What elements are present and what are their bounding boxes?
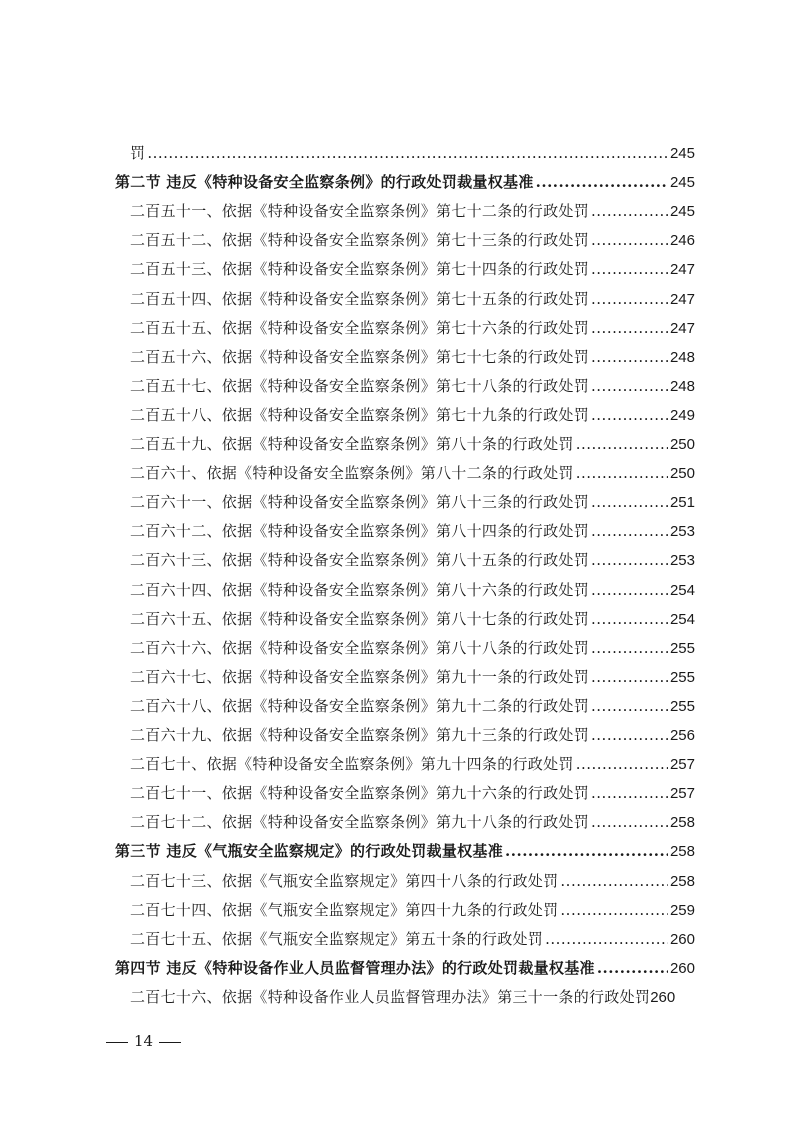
toc-leader-dots [591, 405, 668, 425]
toc-leader-dots [591, 580, 668, 600]
toc-entry[interactable] [130, 376, 695, 396]
toc-leader-dots [591, 667, 668, 687]
toc-page-number: 259 [669, 902, 695, 919]
toc-entry[interactable] [130, 259, 695, 279]
page-footer [100, 1032, 187, 1050]
toc-page-number: 245 [669, 203, 695, 220]
page-number: 14 [134, 1032, 154, 1050]
toc-leader-dots [591, 318, 668, 338]
toc-section[interactable] [115, 841, 695, 861]
toc-page-number: 253 [669, 552, 695, 569]
toc-entry[interactable] [130, 318, 695, 338]
toc-entry-title: 二百五十七、依据《特种设备安全监察条例》第七十八条的行政处罚 [130, 377, 590, 395]
footer-dash-right [159, 1042, 181, 1043]
toc-leader-dots [591, 376, 668, 396]
toc-entry[interactable] [130, 609, 695, 629]
toc-entry[interactable] [130, 812, 695, 832]
toc-entry-title: 二百六十三、依据《特种设备安全监察条例》第八十五条的行政处罚 [130, 551, 590, 569]
toc-leader-dots [597, 958, 668, 978]
toc-entry-title: 二百六十二、依据《特种设备安全监察条例》第八十四条的行政处罚 [130, 522, 590, 540]
toc-leader-dots [505, 841, 668, 861]
toc-page-number: 253 [669, 523, 695, 540]
toc-entry[interactable] [130, 900, 695, 920]
toc-entry-title: 二百五十五、依据《特种设备安全监察条例》第七十六条的行政处罚 [130, 319, 590, 337]
toc-leader-dots [147, 143, 668, 163]
toc-entry[interactable] [130, 143, 695, 163]
toc-entry-title: 第二节 违反《特种设备安全监察条例》的行政处罚裁量权基准 [115, 173, 534, 191]
toc-entry-title: 二百七十、依据《特种设备安全监察条例》第九十四条的行政处罚 [130, 755, 574, 773]
toc-leader-dots [591, 696, 668, 716]
toc-entry-title: 二百五十九、依据《特种设备安全监察条例》第八十条的行政处罚 [130, 435, 574, 453]
toc-leader-dots [591, 289, 668, 309]
toc-leader-dots [591, 347, 668, 367]
toc-entry[interactable] [130, 492, 695, 512]
toc-entry[interactable] [130, 230, 695, 250]
toc-entry-title: 二百七十六、依据《特种设备作业人员监督管理办法》第三十一条的行政处罚 [130, 988, 651, 1006]
toc-entry-title: 二百六十七、依据《特种设备安全监察条例》第九十一条的行政处罚 [130, 668, 590, 686]
toc-entry-title: 二百六十八、依据《特种设备安全监察条例》第九十二条的行政处罚 [130, 697, 590, 715]
toc-entry[interactable] [130, 405, 695, 425]
toc-entry[interactable] [130, 725, 695, 745]
toc-page-number: 260 [650, 989, 676, 1006]
toc-page-number: 258 [669, 843, 695, 860]
toc-entry-title: 二百五十一、依据《特种设备安全监察条例》第七十二条的行政处罚 [130, 202, 590, 220]
toc-leader-dots [591, 492, 668, 512]
toc-leader-dots [591, 521, 668, 541]
toc-entry-title: 二百七十一、依据《特种设备安全监察条例》第九十六条的行政处罚 [130, 784, 590, 802]
toc-page-number: 254 [669, 582, 695, 599]
toc-page-number: 260 [669, 931, 695, 948]
toc-section[interactable] [115, 958, 695, 978]
toc-leader-dots [591, 230, 668, 250]
toc-page-number: 247 [669, 261, 695, 278]
toc-entry-title: 第四节 违反《特种设备作业人员监督管理办法》的行政处罚裁量权基准 [115, 959, 595, 977]
toc-page-number: 256 [669, 727, 695, 744]
toc-leader-dots [536, 172, 668, 192]
toc-page-number: 246 [669, 232, 695, 249]
toc-entry-title: 二百六十五、依据《特种设备安全监察条例》第八十七条的行政处罚 [130, 610, 590, 628]
toc-entry[interactable] [130, 201, 695, 221]
toc-page-number: 250 [669, 465, 695, 482]
toc-page-number: 258 [669, 814, 695, 831]
toc-entry[interactable] [130, 580, 695, 600]
toc-entry[interactable] [130, 434, 695, 454]
toc-section[interactable] [115, 172, 695, 192]
toc-entry-title: 二百五十四、依据《特种设备安全监察条例》第七十五条的行政处罚 [130, 290, 590, 308]
toc-leader-dots [591, 259, 668, 279]
toc-page-number: 257 [669, 756, 695, 773]
toc-leader-dots [560, 871, 668, 891]
toc-page-number: 257 [669, 785, 695, 802]
toc-entry-title: 二百五十八、依据《特种设备安全监察条例》第七十九条的行政处罚 [130, 406, 590, 424]
toc-leader-dots [591, 783, 668, 803]
toc-entry[interactable] [130, 521, 695, 541]
toc-entry-title: 二百七十四、依据《气瓶安全监察规定》第四十九条的行政处罚 [130, 901, 559, 919]
toc-entry-title: 二百七十三、依据《气瓶安全监察规定》第四十八条的行政处罚 [130, 872, 559, 890]
toc-entry-title: 二百七十二、依据《特种设备安全监察条例》第九十八条的行政处罚 [130, 813, 590, 831]
toc-entry-title: 二百五十三、依据《特种设备安全监察条例》第七十四条的行政处罚 [130, 260, 590, 278]
toc-leader-dots [591, 812, 668, 832]
toc-entry[interactable] [130, 667, 695, 687]
toc-page-number: 249 [669, 407, 695, 424]
toc-leader-dots [576, 463, 668, 483]
toc-entry-title: 二百五十二、依据《特种设备安全监察条例》第七十三条的行政处罚 [130, 231, 590, 249]
toc-page-number: 247 [669, 291, 695, 308]
toc-leader-dots [545, 929, 668, 949]
toc-entry-title: 二百六十一、依据《特种设备安全监察条例》第八十三条的行政处罚 [130, 493, 590, 511]
toc-entry[interactable] [130, 347, 695, 367]
toc-entry-title: 二百六十四、依据《特种设备安全监察条例》第八十六条的行政处罚 [130, 581, 590, 599]
toc-page-number: 254 [669, 611, 695, 628]
toc-entry[interactable] [130, 696, 695, 716]
toc-page-number: 247 [669, 320, 695, 337]
toc-entry[interactable] [130, 987, 695, 1007]
toc-page-number: 248 [669, 378, 695, 395]
toc-entry-title: 第三节 违反《气瓶安全监察规定》的行政处罚裁量权基准 [115, 842, 504, 860]
toc-leader-dots [576, 434, 668, 454]
toc-leader-dots [591, 550, 668, 570]
toc-entry-title: 二百六十六、依据《特种设备安全监察条例》第八十八条的行政处罚 [130, 639, 590, 657]
toc-leader-dots [591, 609, 668, 629]
toc-page-number: 260 [669, 960, 695, 977]
toc-entry-title: 二百六十、依据《特种设备安全监察条例》第八十二条的行政处罚 [130, 464, 574, 482]
toc-page-number: 258 [669, 873, 695, 890]
toc-page-number: 245 [669, 145, 695, 162]
toc-entry[interactable] [130, 289, 695, 309]
toc-page-number: 251 [669, 494, 695, 511]
toc-entry-title: 二百七十五、依据《气瓶安全监察规定》第五十条的行政处罚 [130, 930, 544, 948]
toc-page-number: 250 [669, 436, 695, 453]
toc-page-number: 255 [669, 669, 695, 686]
toc-entry[interactable] [130, 929, 695, 949]
toc-page-number: 248 [669, 349, 695, 366]
toc-entry[interactable] [130, 871, 695, 891]
toc-page-number: 255 [669, 698, 695, 715]
footer-dash-left [106, 1042, 128, 1043]
toc-leader-dots [560, 900, 668, 920]
toc-leader-dots [591, 201, 668, 221]
toc-leader-dots [591, 638, 668, 658]
toc-entry[interactable] [130, 638, 695, 658]
toc-leader-dots [576, 754, 668, 774]
toc-entry[interactable] [130, 550, 695, 570]
toc-page-number: 255 [669, 640, 695, 657]
toc-entry-title: 二百六十九、依据《特种设备安全监察条例》第九十三条的行政处罚 [130, 726, 590, 744]
toc-entry[interactable] [130, 463, 695, 483]
toc-leader-dots [591, 725, 668, 745]
toc-entry-title: 二百五十六、依据《特种设备安全监察条例》第七十七条的行政处罚 [130, 348, 590, 366]
toc-entry[interactable] [130, 754, 695, 774]
toc-entry[interactable] [130, 783, 695, 803]
toc-page-number: 245 [669, 174, 695, 191]
toc-entry-title: 罚 [130, 144, 146, 162]
